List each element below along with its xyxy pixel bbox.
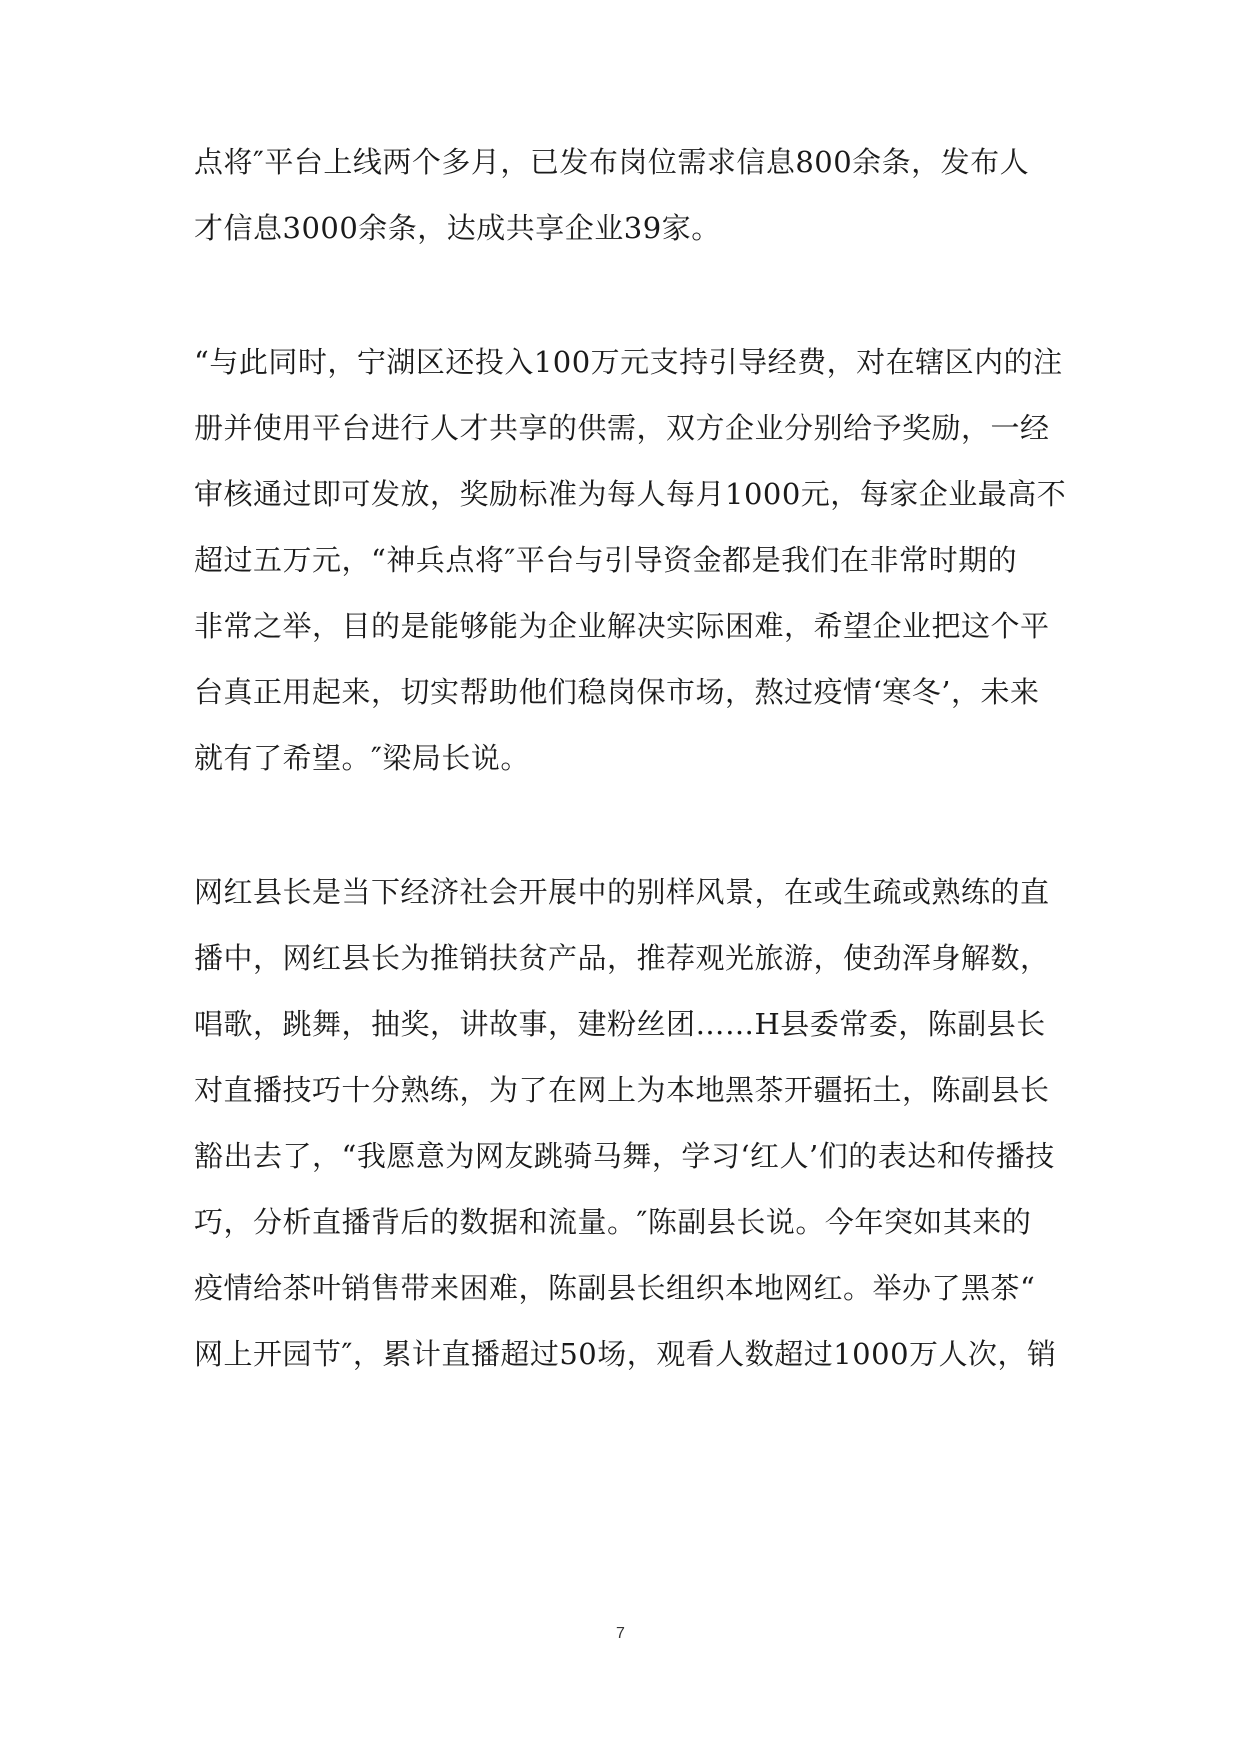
- paragraph-1-line-2: 才信息3000余条，达成共享企业39家。: [194, 211, 721, 245]
- paragraph-2-line-5: 非常之举，目的是能够能为企业解决实际困难，希望企业把这个平: [194, 609, 1050, 643]
- paragraph-2-line-7: 就有了希望。″梁局长说。: [194, 741, 530, 775]
- paragraph-3-line-8: 网上开园节″，累计直播超过50场，观看人数超过1000万人次，销: [194, 1337, 1057, 1371]
- paragraph-2-line-2: 册并使用平台进行人才共享的供需，双方企业分别给予奖励，一经: [194, 411, 1050, 445]
- paragraph-3-line-6: 巧，分析直播背后的数据和流量。″陈副县长说。今年突如其来的: [194, 1205, 1032, 1239]
- paragraph-3-line-5: 豁出去了，“我愿意为网友跳骑马舞，学习‘红人’们的表达和传播技: [194, 1139, 1055, 1173]
- paragraph-2-line-6: 台真正用起来，切实帮助他们稳岗保市场，熬过疫情‘寒冬’，未来: [194, 675, 1040, 709]
- paragraph-2-line-1: “与此同时，宁湖区还投入100万元支持引导经费，对在辖区内的注: [194, 345, 1063, 379]
- page-number: 7: [616, 1625, 625, 1642]
- paragraph-3-line-2: 播中，网红县长为推销扶贫产品，推荐观光旅游，使劲浑身解数，: [194, 941, 1050, 975]
- paragraph-3-line-4: 对直播技巧十分熟练，为了在网上为本地黑茶开疆拓土，陈副县长: [194, 1073, 1050, 1107]
- paragraph-3-line-7: 疫情给茶叶销售带来困难，陈副县长组织本地网红。举办了黑茶“: [194, 1271, 1036, 1305]
- paragraph-3-line-1: 网红县长是当下经济社会开展中的别样风景，在或生疏或熟练的直: [194, 875, 1050, 909]
- paragraph-1-line-1: 点将″平台上线两个多月，已发布岗位需求信息800余条，发布人: [194, 145, 1030, 179]
- paragraph-2-line-3: 审核通过即可发放，奖励标准为每人每月1000元，每家企业最高不: [194, 477, 1067, 511]
- paragraph-2-line-4: 超过五万元，“神兵点将″平台与引导资金都是我们在非常时期的: [194, 543, 1018, 577]
- paragraph-3-line-3: 唱歌，跳舞，抽奖，讲故事，建粉丝团……H县委常委，陈副县长: [194, 1007, 1046, 1041]
